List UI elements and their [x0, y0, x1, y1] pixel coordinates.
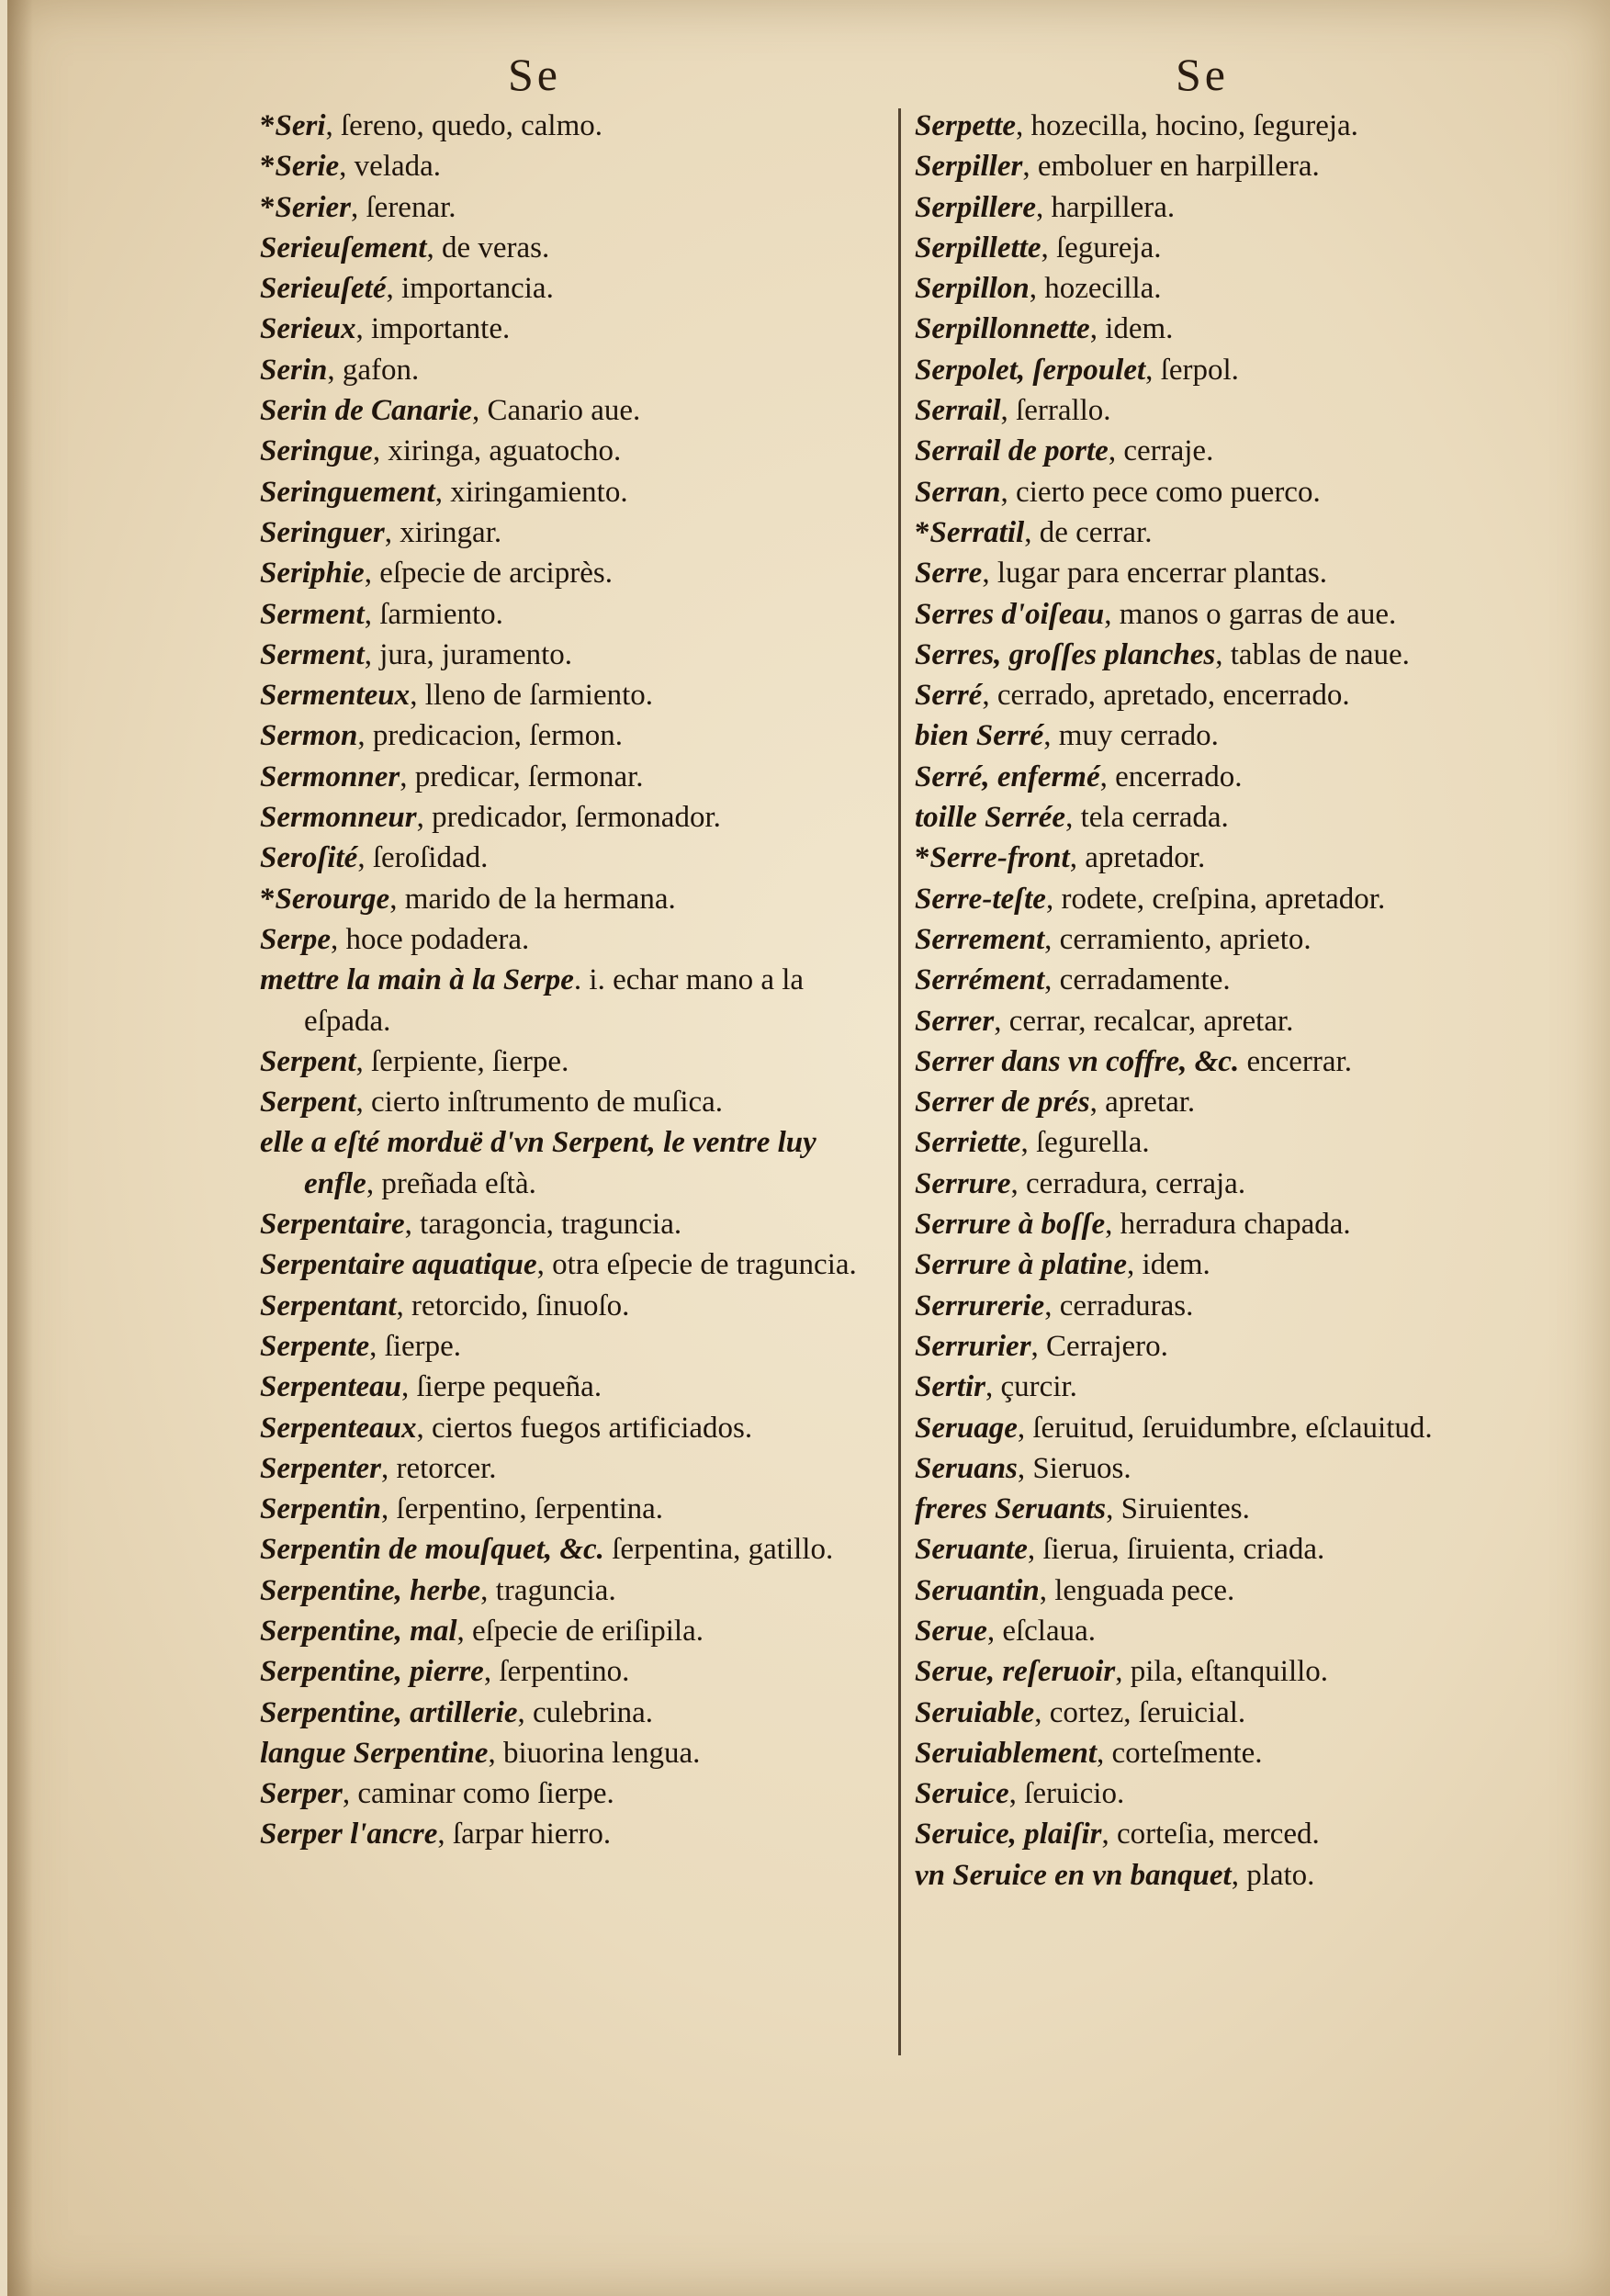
- entry-definition: , ſerpiente, ſierpe.: [355, 1044, 569, 1078]
- dictionary-entry: [915, 715, 1539, 756]
- entry-headword: Serpentine, herbe: [260, 1573, 481, 1607]
- entry-definition: , idem.: [1089, 312, 1174, 346]
- entry-headword: Serrer dans vn coffre, &c.: [915, 1044, 1240, 1078]
- right-column: [915, 106, 1539, 1896]
- entry-headword: Serré: [915, 679, 983, 713]
- entry-definition: , importancia.: [386, 272, 554, 306]
- entry-definition: , ſarpar hierro.: [437, 1818, 612, 1851]
- entry-definition: , culebrina.: [517, 1695, 654, 1729]
- entry-definition: , ſerenar.: [351, 190, 456, 224]
- entry-marker: *: [915, 515, 930, 549]
- entry-definition: , Cerrajero.: [1030, 1329, 1168, 1363]
- dictionary-entry: [915, 1733, 1539, 1773]
- entry-definition: , cerrar, recalcar, apretar.: [994, 1004, 1294, 1038]
- dictionary-entry: [260, 675, 884, 715]
- dictionary-entry: [915, 757, 1539, 797]
- dictionary-entry: [260, 512, 884, 553]
- entry-definition: , ſerpentino.: [483, 1655, 630, 1689]
- dictionary-entry: [915, 106, 1539, 146]
- entry-marker: *: [260, 109, 276, 142]
- dictionary-entry: [260, 594, 884, 635]
- entry-definition: , ſegureja.: [1041, 231, 1162, 264]
- entry-definition: , predicar, ſermonar.: [400, 760, 644, 793]
- entry-definition: ſerpentina, gatillo.: [603, 1533, 834, 1567]
- dictionary-entry: [260, 1041, 884, 1082]
- entry-definition: , Canario aue.: [472, 394, 641, 428]
- entry-definition: , Siruientes.: [1106, 1492, 1250, 1526]
- dictionary-entry: [260, 350, 884, 390]
- entry-headword: Serratil: [929, 515, 1025, 549]
- dictionary-entry: [260, 1733, 884, 1773]
- entry-headword: Seruantin: [915, 1573, 1040, 1607]
- right-running-header: Se: [1176, 49, 1229, 100]
- entry-definition: , lugar para encerrar plantas.: [982, 557, 1327, 591]
- entry-headword: Serre-teſte: [915, 882, 1046, 916]
- dictionary-entry: [915, 187, 1539, 228]
- entry-headword: Serrer de prés: [915, 1086, 1090, 1120]
- dictionary-entry: [260, 1082, 884, 1122]
- dictionary-entry: [260, 715, 884, 756]
- dictionary-entry: [260, 1367, 884, 1407]
- entry-definition: , rodete, creſpina, apretador.: [1045, 882, 1386, 916]
- entry-definition: , eſpecie de eriſipila.: [456, 1614, 704, 1648]
- entry-definition: , traguncia.: [480, 1573, 616, 1607]
- dictionary-entry: [260, 1814, 884, 1854]
- dictionary-entry: [260, 309, 884, 349]
- dictionary-entry: [260, 1286, 884, 1326]
- entry-definition: , ſerpol.: [1145, 353, 1239, 387]
- entry-headword: Serue, reſeruoir: [915, 1655, 1116, 1689]
- dictionary-entry: [260, 1611, 884, 1651]
- dictionary-entry: [915, 1041, 1539, 1082]
- entry-definition: , lleno de ſarmiento.: [410, 679, 654, 713]
- dictionary-entry: [915, 594, 1539, 635]
- entry-definition: , ſierpe pequeña.: [401, 1370, 602, 1404]
- entry-headword: Serpolet, ſerpoulet: [915, 353, 1146, 387]
- entry-headword: Serpent: [260, 1086, 356, 1120]
- entry-definition: , ſerrallo.: [1000, 394, 1111, 428]
- entry-headword: Seruage: [915, 1411, 1018, 1445]
- entry-headword: Seriphie: [260, 557, 365, 591]
- entry-definition: , biuorina lengua.: [488, 1736, 701, 1770]
- entry-headword: Serran: [915, 475, 1001, 509]
- entry-headword: Seruante: [915, 1533, 1028, 1567]
- dictionary-entry: [915, 1286, 1539, 1326]
- entry-definition: , pila, eſtanquillo.: [1115, 1655, 1329, 1689]
- entry-headword: bien Serré: [915, 719, 1044, 753]
- dictionary-entry: [260, 1244, 884, 1285]
- dictionary-entry: [915, 797, 1539, 838]
- entry-headword: Serin de Canarie: [260, 394, 473, 428]
- entry-headword: Serpette: [915, 109, 1016, 142]
- entry-definition: , lenguada pece.: [1039, 1573, 1235, 1607]
- dictionary-entry: [915, 553, 1539, 593]
- dictionary-entry: [915, 268, 1539, 309]
- entry-marker: *: [260, 190, 276, 224]
- dictionary-entry: [915, 838, 1539, 878]
- dictionary-entry: [915, 1448, 1539, 1489]
- entry-definition: , tablas de naue.: [1215, 637, 1410, 671]
- dictionary-entry: [260, 879, 884, 919]
- dictionary-entry: [260, 838, 884, 878]
- dictionary-entry: [260, 1204, 884, 1244]
- entry-headword: Serpent: [260, 1044, 356, 1078]
- entry-headword: Serpiller: [915, 150, 1023, 184]
- column-divider: [898, 108, 901, 2055]
- dictionary-entry: [260, 1529, 884, 1570]
- entry-headword: Serres, groſſes planches: [915, 637, 1216, 671]
- left-column: [260, 106, 884, 1855]
- dictionary-entry: [915, 390, 1539, 431]
- entry-headword: Serriette: [915, 1126, 1021, 1160]
- dictionary-entry: [915, 1082, 1539, 1122]
- dictionary-entry: [260, 187, 884, 228]
- dictionary-entry: [260, 1773, 884, 1814]
- dictionary-entry: [915, 1651, 1539, 1692]
- entry-headword: freres Seruants: [915, 1492, 1107, 1526]
- dictionary-entry: [260, 1448, 884, 1489]
- entry-definition: , ſeruitud, ſeruidumbre, eſclauitud.: [1017, 1411, 1433, 1445]
- dictionary-entry: [915, 1489, 1539, 1529]
- entry-definition: , plato.: [1231, 1858, 1315, 1892]
- dictionary-entry: [915, 1001, 1539, 1041]
- entry-definition: , idem.: [1127, 1248, 1210, 1282]
- entry-definition: , de cerrar.: [1024, 515, 1153, 549]
- entry-headword: Sermonner: [260, 760, 400, 793]
- dictionary-entry: [260, 553, 884, 593]
- entry-definition: , cerradamente.: [1044, 963, 1231, 997]
- entry-definition: , taragoncia, traguncia.: [404, 1208, 682, 1242]
- entry-headword: Seri: [275, 109, 326, 142]
- entry-definition: , cerraje.: [1108, 434, 1214, 468]
- entry-headword: Serment: [260, 637, 365, 671]
- entry-headword: Serment: [260, 597, 365, 631]
- dictionary-entry: [915, 1529, 1539, 1570]
- dictionary-entry: [260, 106, 884, 146]
- entry-definition: , emboluer en harpillera.: [1022, 150, 1320, 184]
- entry-definition: , apretador.: [1069, 841, 1206, 875]
- entry-definition: , Sieruos.: [1017, 1451, 1132, 1485]
- entry-headword: Sermon: [260, 719, 358, 753]
- dictionary-entry: [915, 472, 1539, 512]
- entry-headword: Serier: [275, 190, 351, 224]
- entry-headword: Seruice, plaiſir: [915, 1818, 1102, 1851]
- entry-headword: Serré, enfermé: [915, 760, 1100, 793]
- entry-definition: encerrar.: [1239, 1044, 1352, 1078]
- entry-definition: , cierto pece como puerco.: [1000, 475, 1321, 509]
- entry-definition: , cerradura, cerraja.: [1010, 1166, 1246, 1200]
- entry-headword: Seruans: [915, 1451, 1018, 1485]
- entry-definition: , ſereno, quedo, calmo.: [325, 109, 602, 142]
- entry-headword: Serpenteau: [260, 1370, 402, 1404]
- entry-headword: Seruiable: [915, 1695, 1035, 1729]
- dictionary-entry: [915, 1773, 1539, 1814]
- entry-definition: , cerramiento, aprieto.: [1044, 922, 1312, 956]
- dictionary-entry: [260, 228, 884, 268]
- dictionary-entry: [260, 797, 884, 838]
- dictionary-entry: [915, 1611, 1539, 1651]
- entry-headword: Serrurier: [915, 1329, 1031, 1363]
- dictionary-entry: [915, 228, 1539, 268]
- entry-definition: , ſarmiento.: [364, 597, 503, 631]
- dictionary-entry: [915, 879, 1539, 919]
- entry-headword: Serpentaire aquatique: [260, 1248, 537, 1282]
- dictionary-entry: [260, 1693, 884, 1733]
- dictionary-entry: [260, 390, 884, 431]
- dictionary-entry: [915, 675, 1539, 715]
- dictionary-entry: [260, 268, 884, 309]
- entry-headword: Serpentaire: [260, 1208, 405, 1242]
- entry-headword: Serrure à platine: [915, 1248, 1128, 1282]
- entry-definition: , ciertos fuegos artificiados.: [416, 1411, 753, 1445]
- dictionary-entry: [260, 1570, 884, 1611]
- entry-headword: Serpenteaux: [260, 1411, 417, 1445]
- entry-definition: , corteſmente.: [1097, 1736, 1263, 1770]
- entry-definition: , hozecilla, hocino, ſegureja.: [1015, 109, 1358, 142]
- entry-definition: , cortez, ſeruicial.: [1034, 1695, 1246, 1729]
- entry-definition: , hozecilla.: [1029, 272, 1162, 306]
- entry-definition: , ſeruicio.: [1008, 1777, 1125, 1811]
- entry-definition: , tela cerrada.: [1065, 801, 1229, 835]
- entry-definition: , retorcido, ſinuoſo.: [396, 1289, 630, 1322]
- entry-definition: , marido de la hermana.: [389, 882, 676, 916]
- entry-definition: , cerraduras.: [1044, 1289, 1194, 1322]
- entry-definition: , çurcir.: [985, 1370, 1077, 1404]
- left-running-header: Se: [508, 49, 561, 100]
- entry-definition: , herradura chapada.: [1105, 1208, 1351, 1242]
- entry-definition: , cerrado, apretado, encerrado.: [982, 679, 1350, 713]
- entry-headword: Serpentine, pierre: [260, 1655, 484, 1689]
- entry-definition: , ſierpe.: [369, 1329, 462, 1363]
- dictionary-entry: [915, 431, 1539, 471]
- entry-headword: vn Seruice en vn banquet: [915, 1858, 1232, 1892]
- entry-headword: Sertir: [915, 1370, 986, 1404]
- entry-headword: Sermonneur: [260, 801, 417, 835]
- entry-headword: Serre-front: [929, 841, 1070, 875]
- entry-definition: , importante.: [355, 312, 511, 346]
- entry-headword: Serpentine, mal: [260, 1614, 457, 1648]
- dictionary-entry: [260, 431, 884, 471]
- entry-headword: Serin: [260, 353, 328, 387]
- entry-headword: Seringue: [260, 434, 373, 468]
- dictionary-entry: [915, 1122, 1539, 1163]
- entry-definition: , gafon.: [327, 353, 420, 387]
- entry-definition: , otra eſpecie de traguncia.: [536, 1248, 857, 1282]
- entry-definition: , ſerpentino, ſerpentina.: [381, 1492, 664, 1526]
- dictionary-entry: [260, 635, 884, 675]
- entry-headword: Seringuer: [260, 515, 385, 549]
- dictionary-entry: [915, 1693, 1539, 1733]
- entry-headword: Serrurerie: [915, 1289, 1045, 1322]
- entry-headword: Serpillonnette: [915, 312, 1090, 346]
- dictionary-entry: [915, 1855, 1539, 1896]
- entry-headword: Serpillon: [915, 272, 1030, 306]
- entry-headword: Serieux: [260, 312, 356, 346]
- entry-headword: Seroſité: [260, 841, 358, 875]
- entry-marker: *: [260, 150, 276, 184]
- entry-headword: Serieuſeté: [260, 272, 387, 306]
- dictionary-entry: [915, 1814, 1539, 1854]
- dictionary-entry: [260, 1651, 884, 1692]
- dictionary-entry: [915, 1164, 1539, 1204]
- entry-definition: , xiringamiento.: [434, 475, 628, 509]
- entry-headword: Serpentin: [260, 1492, 382, 1526]
- entry-definition: . i. echar mano a la eſpada.: [304, 963, 805, 1038]
- dictionary-entry: [260, 1408, 884, 1448]
- entry-definition: , xiringar.: [384, 515, 502, 549]
- dictionary-entry: [915, 350, 1539, 390]
- entry-marker: *: [915, 841, 930, 875]
- entry-headword: Seruice: [915, 1777, 1009, 1811]
- entry-headword: Serourge: [275, 882, 390, 916]
- entry-definition: , ſierua, ſiruienta, criada.: [1027, 1533, 1325, 1567]
- entry-definition: , velada.: [339, 150, 442, 184]
- entry-definition: , apretar.: [1089, 1086, 1196, 1120]
- entry-headword: Serie: [275, 150, 340, 184]
- entry-headword: Serpentin de mouſquet, &c.: [260, 1533, 604, 1567]
- dictionary-page: [7, 0, 1610, 2296]
- entry-headword: Sermenteux: [260, 679, 411, 713]
- dictionary-entry: [260, 757, 884, 797]
- dictionary-entry: [915, 309, 1539, 349]
- entry-definition: , jura, juramento.: [364, 637, 573, 671]
- entry-headword: elle a eſté morduë d'vn Serpent, le ventre luy enfle: [260, 1126, 816, 1200]
- entry-headword: Serrail: [915, 394, 1001, 428]
- entry-headword: Serrail de porte: [915, 434, 1109, 468]
- entry-headword: Serpentant: [260, 1289, 397, 1322]
- entry-definition: , caminar como ſierpe.: [342, 1777, 614, 1811]
- entry-definition: , eſpecie de arciprès.: [364, 557, 613, 591]
- dictionary-entry: [915, 1326, 1539, 1367]
- dictionary-entry: [915, 1570, 1539, 1611]
- entry-headword: Serper l'ancre: [260, 1818, 438, 1851]
- entry-definition: , encerrado.: [1099, 760, 1243, 793]
- entry-definition: , preñada eſtà.: [366, 1166, 536, 1200]
- entry-definition: , cierto inſtrumento de muſica.: [355, 1086, 724, 1120]
- entry-headword: Serper: [260, 1777, 343, 1811]
- entry-definition: , xiringa, aguatocho.: [372, 434, 622, 468]
- entry-marker: *: [260, 882, 276, 916]
- entry-headword: Serpe: [260, 922, 331, 956]
- dictionary-entry: [915, 1367, 1539, 1407]
- dictionary-entry: [260, 1326, 884, 1367]
- entry-headword: Serpentine, artillerie: [260, 1695, 518, 1729]
- entry-headword: toille Serrée: [915, 801, 1066, 835]
- entry-definition: , de veras.: [426, 231, 550, 264]
- entry-headword: Serue: [915, 1614, 987, 1648]
- entry-definition: , ſegurella.: [1020, 1126, 1150, 1160]
- dictionary-entry: [915, 512, 1539, 553]
- dictionary-entry: [915, 960, 1539, 1000]
- dictionary-entry: [915, 1408, 1539, 1448]
- dictionary-entry: [915, 1244, 1539, 1285]
- entry-headword: Serpenter: [260, 1451, 381, 1485]
- dictionary-entry: [915, 1204, 1539, 1244]
- entry-headword: Seruiablement: [915, 1736, 1098, 1770]
- entry-headword: mettre la main à la Serpe: [260, 963, 574, 997]
- entry-headword: Serrure: [915, 1166, 1011, 1200]
- entry-definition: , manos o garras de aue.: [1104, 597, 1397, 631]
- dictionary-entry: [260, 960, 884, 1041]
- entry-definition: , predicacion, ſermon.: [357, 719, 624, 753]
- entry-headword: Serrément: [915, 963, 1045, 997]
- entry-definition: , retorcer.: [381, 1451, 497, 1485]
- entry-headword: Serrement: [915, 922, 1045, 956]
- entry-headword: Serrer: [915, 1004, 995, 1038]
- dictionary-entry: [915, 919, 1539, 960]
- entry-headword: Serieuſement: [260, 231, 427, 264]
- entry-definition: , eſclaua.: [986, 1614, 1097, 1648]
- entry-headword: Serpillere: [915, 190, 1036, 224]
- dictionary-entry: [260, 146, 884, 186]
- dictionary-entry: [260, 472, 884, 512]
- entry-definition: , ſeroſidad.: [357, 841, 489, 875]
- dictionary-entry: [260, 1122, 884, 1204]
- entry-headword: Serrure à boſſe: [915, 1208, 1106, 1242]
- dictionary-entry: [915, 635, 1539, 675]
- entry-definition: , corteſia, merced.: [1101, 1818, 1320, 1851]
- dictionary-entry: [260, 919, 884, 960]
- dictionary-entry: [260, 1489, 884, 1529]
- entry-definition: , muy cerrado.: [1043, 719, 1219, 753]
- entry-headword: Serpente: [260, 1329, 370, 1363]
- dictionary-entry: [915, 146, 1539, 186]
- entry-definition: , hoce podadera.: [331, 922, 530, 956]
- entry-headword: langue Serpentine: [260, 1736, 489, 1770]
- entry-headword: Seringuement: [260, 475, 435, 509]
- entry-headword: Serre: [915, 557, 983, 591]
- entry-headword: Serres d'oiſeau: [915, 597, 1105, 631]
- entry-definition: , harpillera.: [1035, 190, 1176, 224]
- entry-definition: , predicador, ſermonador.: [416, 801, 721, 835]
- entry-headword: Serpillette: [915, 231, 1041, 264]
